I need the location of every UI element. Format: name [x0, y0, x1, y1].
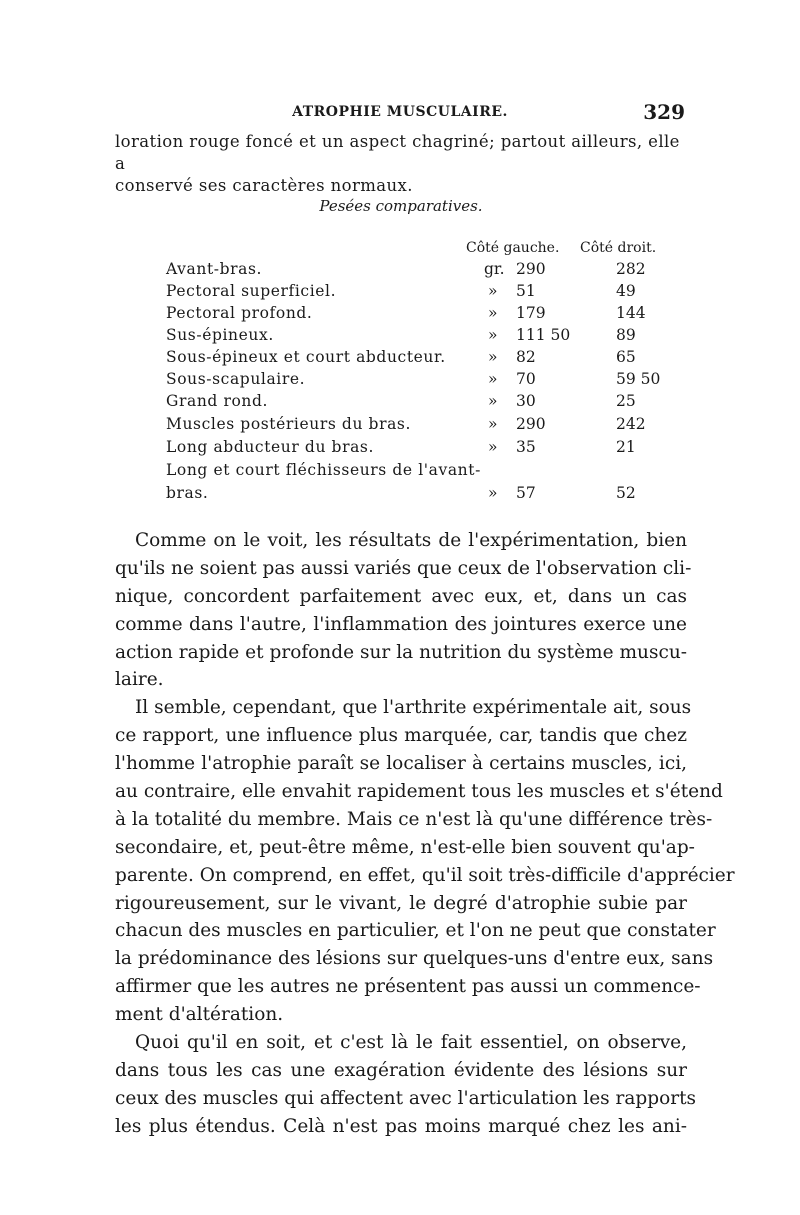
table-row: [166, 461, 666, 483]
table-row: [166, 348, 666, 370]
text-line: action rapide et profonde sur la nutrition du système muscu-: [115, 641, 687, 663]
table-row: [166, 260, 666, 282]
intro-paragraph: [115, 131, 687, 197]
muscle-name: Pectoral superficiel.: [166, 282, 337, 300]
weight-right: 282: [616, 260, 646, 278]
weight-left: 111 50: [516, 326, 571, 344]
text-line: affirmer que les autres ne présentent pas aussi un commence-: [115, 976, 701, 998]
column-header-right: Côté droit.: [580, 240, 657, 256]
weight-right: 25: [616, 392, 636, 410]
ditto-mark: »: [488, 282, 498, 300]
ditto-mark: »: [488, 370, 498, 388]
muscle-name: Long et court fléchisseurs de l'avant-: [166, 461, 481, 479]
table-row: [166, 326, 666, 348]
text-line: ment d'altération.: [115, 1004, 284, 1026]
table-title: Pesées comparatives.: [319, 197, 483, 215]
ditto-mark: »: [488, 326, 498, 344]
muscle-name: Sous-épineux et court abducteur.: [166, 348, 446, 366]
muscle-name: Grand rond.: [166, 392, 269, 410]
weight-right: 144: [616, 304, 646, 322]
text-line: parente. On comprend, en effet, qu'il soit très-difficile d'apprécier: [115, 864, 735, 886]
text-line: les plus étendus. Celà n'est pas moins marqué chez les ani-: [115, 1115, 687, 1137]
muscle-name: Long abducteur du bras.: [166, 438, 375, 456]
ditto-mark: gr.: [484, 260, 505, 278]
muscle-name: Sous-scapulaire.: [166, 370, 306, 388]
weight-left: 57: [516, 484, 536, 502]
table-row: [166, 438, 666, 460]
text-line: rigoureusement, sur le vivant, le degré d'atrophie subie par: [115, 892, 687, 914]
running-title: ATROPHIE MUSCULAIRE.: [292, 104, 508, 120]
text-line: à la totalité du membre. Mais ce n'est là qu'une différence très-: [115, 808, 713, 830]
text-line: ceux des muscles qui affectent avec l'articulation les rapports: [115, 1087, 697, 1109]
weight-left: 30: [516, 392, 536, 410]
text-line: Quoi qu'il en soit, et c'est là le fait essentiel, on observe,: [135, 1032, 687, 1054]
text-line: comme dans l'autre, l'inflammation des jointures exerce une: [115, 613, 687, 635]
weight-right: 242: [616, 415, 646, 433]
table-row: [166, 304, 666, 326]
intro-line: loration rouge foncé et un aspect chagriné; partout ailleurs, elle a: [115, 132, 680, 173]
text-line: Il semble, cependant, que l'arthrite expérimentale ait, sous: [135, 697, 692, 719]
muscle-name: bras.: [166, 484, 209, 502]
weight-right: 49: [616, 282, 636, 300]
table-row: [166, 415, 666, 437]
table-row: [166, 282, 666, 304]
table-row: [166, 392, 666, 414]
text-line: la prédominance des lésions sur quelques-uns d'entre eux, sans: [115, 948, 714, 970]
column-header-left: Côté gauche.: [466, 240, 560, 256]
weight-right: 65: [616, 348, 636, 366]
text-line: l'homme l'atrophie paraît se localiser à certains muscles, ici,: [115, 753, 687, 775]
muscle-name: Muscles postérieurs du bras.: [166, 415, 412, 433]
weight-right: 52: [616, 484, 636, 502]
weight-left: 179: [516, 304, 546, 322]
muscle-name: Sus-épineux.: [166, 326, 274, 344]
weight-left: 35: [516, 438, 536, 456]
text-line: Comme on le voit, les résultats de l'expérimentation, bien: [135, 530, 687, 551]
page-header: [115, 100, 685, 124]
text-line: qu'ils ne soient pas aussi variés que ceux de l'observation cli-: [115, 557, 692, 579]
ditto-mark: »: [488, 415, 498, 433]
text-line: chacun des muscles en particulier, et l'on ne peut que constater: [115, 920, 716, 942]
page-number: 329: [643, 100, 685, 124]
ditto-mark: »: [488, 484, 498, 502]
text-line: nique, concordent parfaitement avec eux, et, dans un cas: [115, 585, 687, 607]
ditto-mark: »: [488, 438, 498, 456]
text-line: laire.: [115, 669, 164, 691]
weight-right: 59 50: [616, 370, 661, 388]
weight-left: 70: [516, 370, 536, 388]
intro-line: conservé ses caractères normaux.: [115, 176, 413, 195]
ditto-mark: »: [488, 304, 498, 322]
text-line: au contraire, elle envahit rapidement tous les muscles et s'étend: [115, 781, 723, 803]
weight-left: 51: [516, 282, 536, 300]
ditto-mark: »: [488, 392, 498, 410]
muscle-name: Avant-bras.: [166, 260, 263, 278]
weight-right: 21: [616, 438, 636, 456]
text-line: secondaire, et, peut-être même, n'est-elle bien souvent qu'ap-: [115, 836, 695, 858]
text-line: dans tous les cas une exagération évidente des lésions sur: [115, 1059, 687, 1081]
table-row: [166, 370, 666, 392]
weight-right: 89: [616, 326, 636, 344]
body-text: [115, 527, 735, 1141]
weight-left: 82: [516, 348, 536, 366]
weight-left: 290: [516, 415, 546, 433]
muscle-name: Pectoral profond.: [166, 304, 313, 322]
ditto-mark: »: [488, 348, 498, 366]
weight-left: 290: [516, 260, 546, 278]
text-line: ce rapport, une influence plus marquée, car, tandis que chez: [115, 725, 687, 747]
table-row: [166, 484, 666, 506]
